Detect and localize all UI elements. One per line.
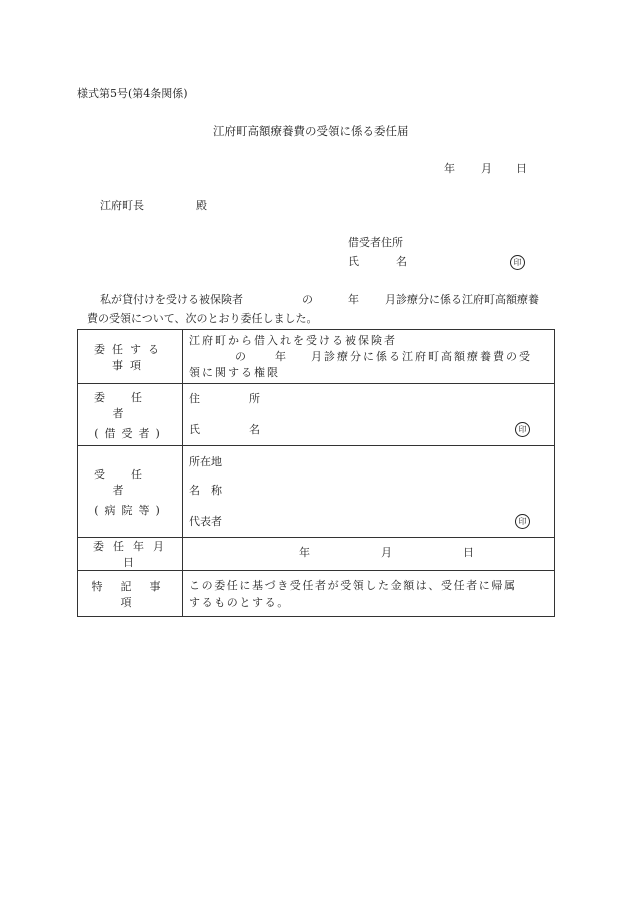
- label-delegated-matter: [78, 330, 183, 384]
- label-delegator: [78, 384, 183, 446]
- delegator-address-1: 住: [189, 392, 200, 405]
- delegator-address-2: 所: [249, 392, 260, 405]
- label-delegated-matter-chars: 委任する事項: [94, 342, 166, 372]
- delegatee-representative-label: 代表者: [189, 515, 222, 528]
- borrower-address-label: 借受者住所: [348, 236, 403, 249]
- matter-line2-b: 年: [275, 350, 288, 363]
- label-delegatee: [78, 446, 183, 538]
- table-row-delegatee: [78, 446, 555, 538]
- delegation-year-label: 年: [299, 546, 310, 559]
- delegation-day-label: 日: [463, 546, 474, 559]
- matter-line2-a: の: [235, 350, 248, 363]
- delegatee-name-2: 称: [211, 484, 222, 497]
- table-row-delegated-matter: [78, 330, 555, 384]
- delegation-month-label: 月: [381, 546, 392, 559]
- label-special-notes-text: 特記事項: [91, 579, 179, 609]
- body-line1-a: 私が貸付けを受ける被保険者: [100, 293, 243, 306]
- body-line1-b: の: [302, 293, 313, 306]
- date-year-label: 年: [444, 162, 455, 175]
- borrower-name-label-1: 氏: [348, 255, 359, 268]
- date-month-label: 月: [481, 162, 492, 175]
- cell-delegated-matter: [183, 330, 555, 384]
- delegator-seal-icon: 印: [515, 422, 530, 437]
- label-special-notes: [78, 571, 183, 617]
- date-day-label: 日: [516, 162, 527, 175]
- matter-line2-c: 月診療分に係る江府町高額療養費の受: [311, 350, 532, 363]
- table-row-delegator: [78, 384, 555, 446]
- cell-delegatee: [183, 446, 555, 538]
- label-delegator-text: 委任者: [94, 390, 168, 420]
- label-delegatee-text: 受任者: [94, 467, 168, 497]
- label-delegation-date: [78, 538, 183, 571]
- label-delegated-matter-text: [86, 341, 174, 373]
- delegatee-seal-icon: 印: [515, 514, 530, 529]
- cell-delegator: [183, 384, 555, 446]
- cell-delegation-date: [183, 538, 555, 571]
- matter-line3: 領に関する権限: [189, 366, 280, 379]
- special-notes-line2: するものとする。: [189, 596, 290, 609]
- delegator-name-1: 氏: [189, 423, 200, 436]
- table-row-delegation-date: [78, 538, 555, 571]
- matter-line1: 江府町から借入れを受ける被保険者: [189, 334, 397, 347]
- table-row-special-notes: [78, 571, 555, 617]
- addressee-name: 江府町長: [100, 199, 144, 212]
- borrower-seal-icon: 印: [510, 255, 525, 270]
- form-number: 様式第5号(第4条関係): [77, 87, 188, 100]
- delegation-table: [77, 329, 555, 617]
- label-delegatee-sub: (病院等): [94, 503, 166, 517]
- document-title: 江府町高額療養費の受領に係る委任届: [213, 124, 409, 138]
- body-line1-c: 年: [348, 293, 359, 306]
- body-line1-d: 月診療分に係る江府町高額療養: [385, 293, 539, 306]
- delegatee-location-label: 所在地: [189, 455, 222, 468]
- label-delegator-sub: (借受者): [94, 426, 166, 440]
- borrower-name-label-2: 名: [396, 255, 407, 268]
- addressee-honorific: 殿: [196, 199, 207, 212]
- label-delegation-date-text: 委任年月日: [93, 540, 173, 569]
- special-notes-line1: この委任に基づき受任者が受領した金額は、受任者に帰属: [189, 579, 517, 592]
- body-line2: 費の受領について、次のとおり委任しました。: [87, 312, 318, 325]
- delegator-name-2: 名: [249, 423, 260, 436]
- delegatee-name-1: 名: [189, 484, 200, 497]
- cell-special-notes: [183, 571, 555, 617]
